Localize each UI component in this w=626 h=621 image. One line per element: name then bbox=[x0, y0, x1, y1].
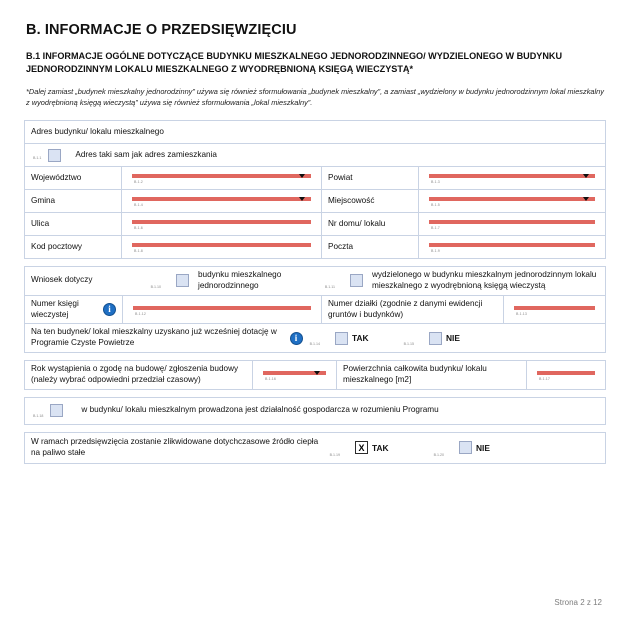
powiat-number: B.1.3 bbox=[431, 180, 440, 185]
rok-zgody-label: Rok wystąpienia o zgodę na budowę/ zgłoszenia budowy (należy wybrać odpowiedni przedział czasowy) bbox=[31, 364, 239, 384]
subsection-title: B.1 INFORMACJE OGÓLNE DOTYCZĄCE BUDYNKU MIESZKALNEGO JEDNORODZINNEGO/ WYDZIELONEGO W BUDYNKU JEDNORODZINNYM LOKALU MIESZKALNEGO Z WYODRĘBNIONĄ KSIĘGĄ WIECZYSTĄ* bbox=[26, 51, 563, 74]
prior-grant-yes-label: TAK bbox=[352, 333, 369, 344]
business-activity-panel bbox=[24, 397, 606, 425]
page-title: B. INFORMACJE O PRZEDSIĘWZIĘCIU bbox=[26, 22, 297, 38]
chevron-down-icon bbox=[314, 371, 320, 375]
business-activity-label: w budynku/ lokalu mieszkalnym prowadzona jest działalność gospodarcza w rozumieniu Programu bbox=[81, 405, 439, 415]
same-address-checkbox[interactable] bbox=[48, 149, 61, 162]
wojewodztwo-label: Województwo bbox=[31, 172, 82, 182]
nr-domu-input[interactable] bbox=[429, 220, 595, 224]
miejscowosc-select[interactable] bbox=[429, 197, 595, 201]
table-row bbox=[25, 167, 605, 190]
numer-dzialki-label: Numer działki (zgodnie z danymi ewidencji gruntów i budynków) bbox=[328, 298, 483, 319]
option-a-number: B.1.10 bbox=[150, 285, 161, 290]
option-b-label: wydzielonego w budynku mieszkalnym jednorodzinnym lokalu mieszkalnego z wyodrębnioną księgą wieczystą bbox=[372, 270, 597, 290]
heat-source-yes-number: B.1.19 bbox=[329, 453, 340, 458]
same-address-label: Adres taki sam jak adres zamieszkania bbox=[75, 149, 217, 159]
address-panel bbox=[24, 120, 606, 259]
kod-pocztowy-input[interactable] bbox=[132, 243, 311, 247]
option-a-label: budynku mieszkalnego jednorodzinnego bbox=[198, 270, 282, 290]
numer-ksiegi-input[interactable] bbox=[133, 306, 311, 310]
heat-source-label: W ramach przedsięwzięcia zostanie zlikwidowane dotychczasowe źródło ciepła na paliwo stałe bbox=[31, 436, 319, 457]
address-panel-header bbox=[25, 121, 605, 144]
numer-dzialki-number: B.1.13 bbox=[516, 311, 527, 316]
business-activity-row bbox=[25, 398, 605, 424]
prior-grant-no-number: B.1.15 bbox=[403, 342, 414, 347]
prior-grant-label: Na ten budynek/ lokal mieszkalny uzyskano już wcześniej dotację w Programie Czyste Powietrze bbox=[31, 327, 277, 348]
info-icon[interactable]: i bbox=[103, 303, 116, 316]
gmina-label: Gmina bbox=[31, 195, 56, 205]
powierzchnia-input[interactable] bbox=[537, 371, 595, 375]
heat-source-row bbox=[25, 433, 605, 463]
gmina-select[interactable] bbox=[132, 197, 311, 201]
application-panel bbox=[24, 266, 606, 353]
business-activity-checkbox[interactable] bbox=[50, 404, 63, 417]
page-indicator: Strona 2 z 12 bbox=[554, 598, 602, 607]
powierzchnia-label: Powierzchnia całkowita budynku/ lokalu mieszkalnego [m2] bbox=[343, 364, 487, 384]
heat-source-yes-checkbox[interactable]: X bbox=[355, 441, 368, 454]
heat-source-no-number: B.1.20 bbox=[433, 453, 444, 458]
numer-dzialki-input[interactable] bbox=[514, 306, 595, 310]
building-panel bbox=[24, 360, 606, 390]
heat-source-no-label: NIE bbox=[476, 442, 490, 453]
kod-pocztowy-number: B.1.8 bbox=[134, 249, 143, 254]
wniosek-dotyczy-label: Wniosek dotyczy bbox=[31, 275, 93, 285]
land-register-row bbox=[25, 296, 605, 325]
ulica-label: Ulica bbox=[31, 218, 50, 228]
option-a-checkbox[interactable] bbox=[176, 274, 189, 287]
wojewodztwo-number: B.1.2 bbox=[134, 180, 143, 185]
same-address-number: B.1.1 bbox=[33, 156, 42, 161]
option-b-checkbox[interactable] bbox=[350, 274, 363, 287]
business-activity-number: B.1.18 bbox=[33, 414, 44, 419]
rok-zgody-select[interactable] bbox=[263, 371, 326, 375]
chevron-down-icon bbox=[583, 197, 589, 201]
poczta-number: B.1.9 bbox=[431, 249, 440, 254]
building-data-row bbox=[25, 361, 605, 389]
chevron-down-icon bbox=[299, 197, 305, 201]
chevron-down-icon bbox=[583, 174, 589, 178]
numer-ksiegi-number: B.1.12 bbox=[135, 311, 146, 316]
table-row bbox=[25, 236, 605, 258]
numer-ksiegi-label: Numer księgi wieczystej bbox=[31, 298, 79, 319]
address-panel-title: Adres budynku/ lokalu mieszkalnego bbox=[31, 126, 164, 136]
ulica-number: B.1.6 bbox=[134, 226, 143, 231]
powiat-select[interactable] bbox=[429, 174, 595, 178]
table-row bbox=[25, 213, 605, 236]
option-b-number: B.1.11 bbox=[324, 285, 335, 290]
info-icon[interactable]: i bbox=[290, 332, 303, 345]
poczta-label: Poczta bbox=[328, 241, 354, 251]
nr-domu-label: Nr domu/ lokalu bbox=[328, 218, 386, 228]
ulica-input[interactable] bbox=[132, 220, 311, 224]
prior-grant-row bbox=[25, 324, 605, 352]
application-subject-row bbox=[25, 267, 605, 296]
miejscowosc-label: Miejscowość bbox=[328, 195, 375, 205]
powiat-label: Powiat bbox=[328, 172, 353, 182]
prior-grant-no-checkbox[interactable] bbox=[429, 332, 442, 345]
same-address-row bbox=[25, 144, 605, 167]
heat-source-yes-label: TAK bbox=[372, 442, 389, 453]
wojewodztwo-select[interactable] bbox=[132, 174, 311, 178]
table-row bbox=[25, 190, 605, 213]
heat-source-panel bbox=[24, 432, 606, 464]
footnote-text: *Dalej zamiast „budynek mieszkalny jednorodzinny” używa się również sformułowania „budynek mieszkalny”, a zamiast „wydzielony w budynku jednorodzinnym lokal mieszkalny z wyodrębnioną księgą wieczystą” używa się również sformułowania „lokal mieszkalny”. bbox=[26, 86, 604, 107]
poczta-input[interactable] bbox=[429, 243, 595, 247]
heat-source-no-checkbox[interactable] bbox=[459, 441, 472, 454]
powierzchnia-number: B.1.17 bbox=[539, 377, 550, 382]
chevron-down-icon bbox=[299, 174, 305, 178]
prior-grant-no-label: NIE bbox=[446, 333, 460, 344]
gmina-number: B.1.4 bbox=[134, 203, 143, 208]
prior-grant-yes-checkbox[interactable] bbox=[335, 332, 348, 345]
miejscowosc-number: B.1.5 bbox=[431, 203, 440, 208]
prior-grant-yes-number: B.1.14 bbox=[309, 342, 320, 347]
kod-pocztowy-label: Kod pocztowy bbox=[31, 241, 82, 251]
nr-domu-number: B.1.7 bbox=[431, 226, 440, 231]
rok-zgody-number: B.1.16 bbox=[265, 377, 276, 382]
